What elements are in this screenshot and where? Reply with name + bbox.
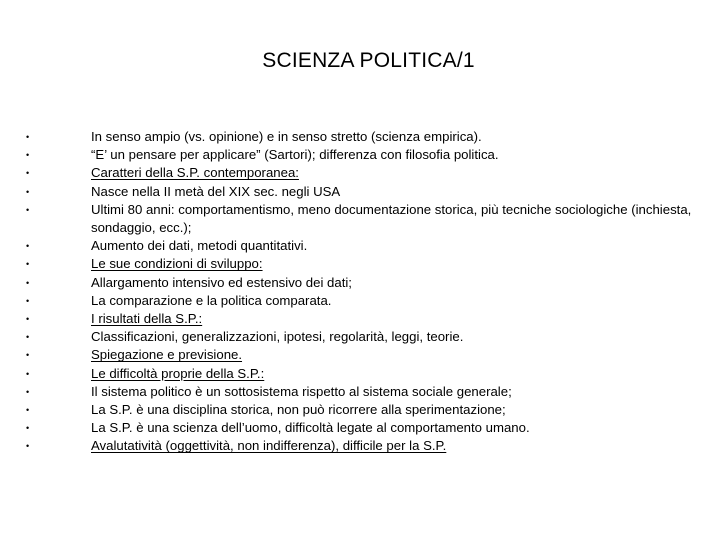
bullet-icon: • xyxy=(26,132,30,142)
list-item-text: Il sistema politico è un sottosistema rispetto al sistema sociale generale; xyxy=(91,383,512,399)
bullet-icon: • xyxy=(26,204,30,215)
list-item xyxy=(26,146,706,164)
list-item-text: Le difficoltà proprie della S.P.: xyxy=(91,365,265,381)
list-item-text: Classificazioni, generalizzazioni, ipotesi, regolarità, leggi, teorie. xyxy=(91,329,464,345)
list-item-text: In senso ampio (vs. opinione) e in senso stretto (scienza empirica). xyxy=(91,129,482,144)
list-item xyxy=(26,328,706,346)
list-item-text: La S.P. è una scienza dell’uomo, difficoltà legate al comportamento umano. xyxy=(91,420,530,436)
list-item-text: La comparazione e la politica comparata. xyxy=(91,292,332,308)
list-item xyxy=(26,346,706,364)
list-item xyxy=(26,183,706,201)
list-item xyxy=(26,292,706,310)
list-item xyxy=(26,419,706,437)
list-item-text: Aumento dei dati, metodi quantitativi. xyxy=(91,238,308,254)
bullet-icon: • xyxy=(26,368,30,379)
list-item xyxy=(26,128,706,146)
bullet-icon: • xyxy=(26,332,30,343)
list-item xyxy=(26,164,706,182)
list-item xyxy=(26,255,706,273)
bullet-icon: • xyxy=(26,168,30,179)
list-item-text: I risultati della S.P.: xyxy=(91,311,203,327)
bullet-icon: • xyxy=(26,241,30,252)
list-item xyxy=(26,383,706,401)
list-item-text: La S.P. è una disciplina storica, non può ricorrere alla sperimentazione; xyxy=(91,402,506,418)
bullet-icon: • xyxy=(26,295,30,306)
bullet-icon: • xyxy=(26,386,30,397)
bullet-icon: • xyxy=(26,150,30,161)
bullet-list xyxy=(26,128,706,456)
slide-title: SCIENZA POLITICA/1 xyxy=(262,49,475,72)
list-item xyxy=(26,437,706,455)
bullet-icon: • xyxy=(26,259,30,270)
list-item-text: Avalutatività (oggettività, non indifferenza), difficile per la S.P. xyxy=(91,438,447,454)
list-item-text: Caratteri della S.P. contemporanea: xyxy=(91,165,299,181)
list-item xyxy=(26,201,706,237)
list-item xyxy=(26,274,706,292)
list-item xyxy=(26,310,706,328)
list-item xyxy=(26,237,706,255)
bullet-icon: • xyxy=(26,186,30,197)
bullet-icon: • xyxy=(26,423,30,434)
list-item-text: Spiegazione e previsione. xyxy=(91,347,243,363)
bullet-icon: • xyxy=(26,405,30,416)
bullet-icon: • xyxy=(26,350,30,361)
list-item xyxy=(26,365,706,383)
list-item-text: Ultimi 80 anni: comportamentismo, meno documentazione storica, più tecniche sociologiche (inchiesta, sondaggio, ecc.); xyxy=(91,201,692,236)
list-item xyxy=(26,401,706,419)
bullet-icon: • xyxy=(26,441,30,452)
list-item-text: Allargamento intensivo ed estensivo dei dati; xyxy=(91,274,352,290)
list-item-text: Nasce nella II metà del XIX sec. negli USA xyxy=(91,183,341,199)
bullet-icon: • xyxy=(26,314,30,325)
list-item-text: “E’ un pensare per applicare” (Sartori); differenza con filosofia politica. xyxy=(91,147,499,163)
list-item-text: Le sue condizioni di sviluppo: xyxy=(91,256,263,272)
bullet-icon: • xyxy=(26,277,30,288)
